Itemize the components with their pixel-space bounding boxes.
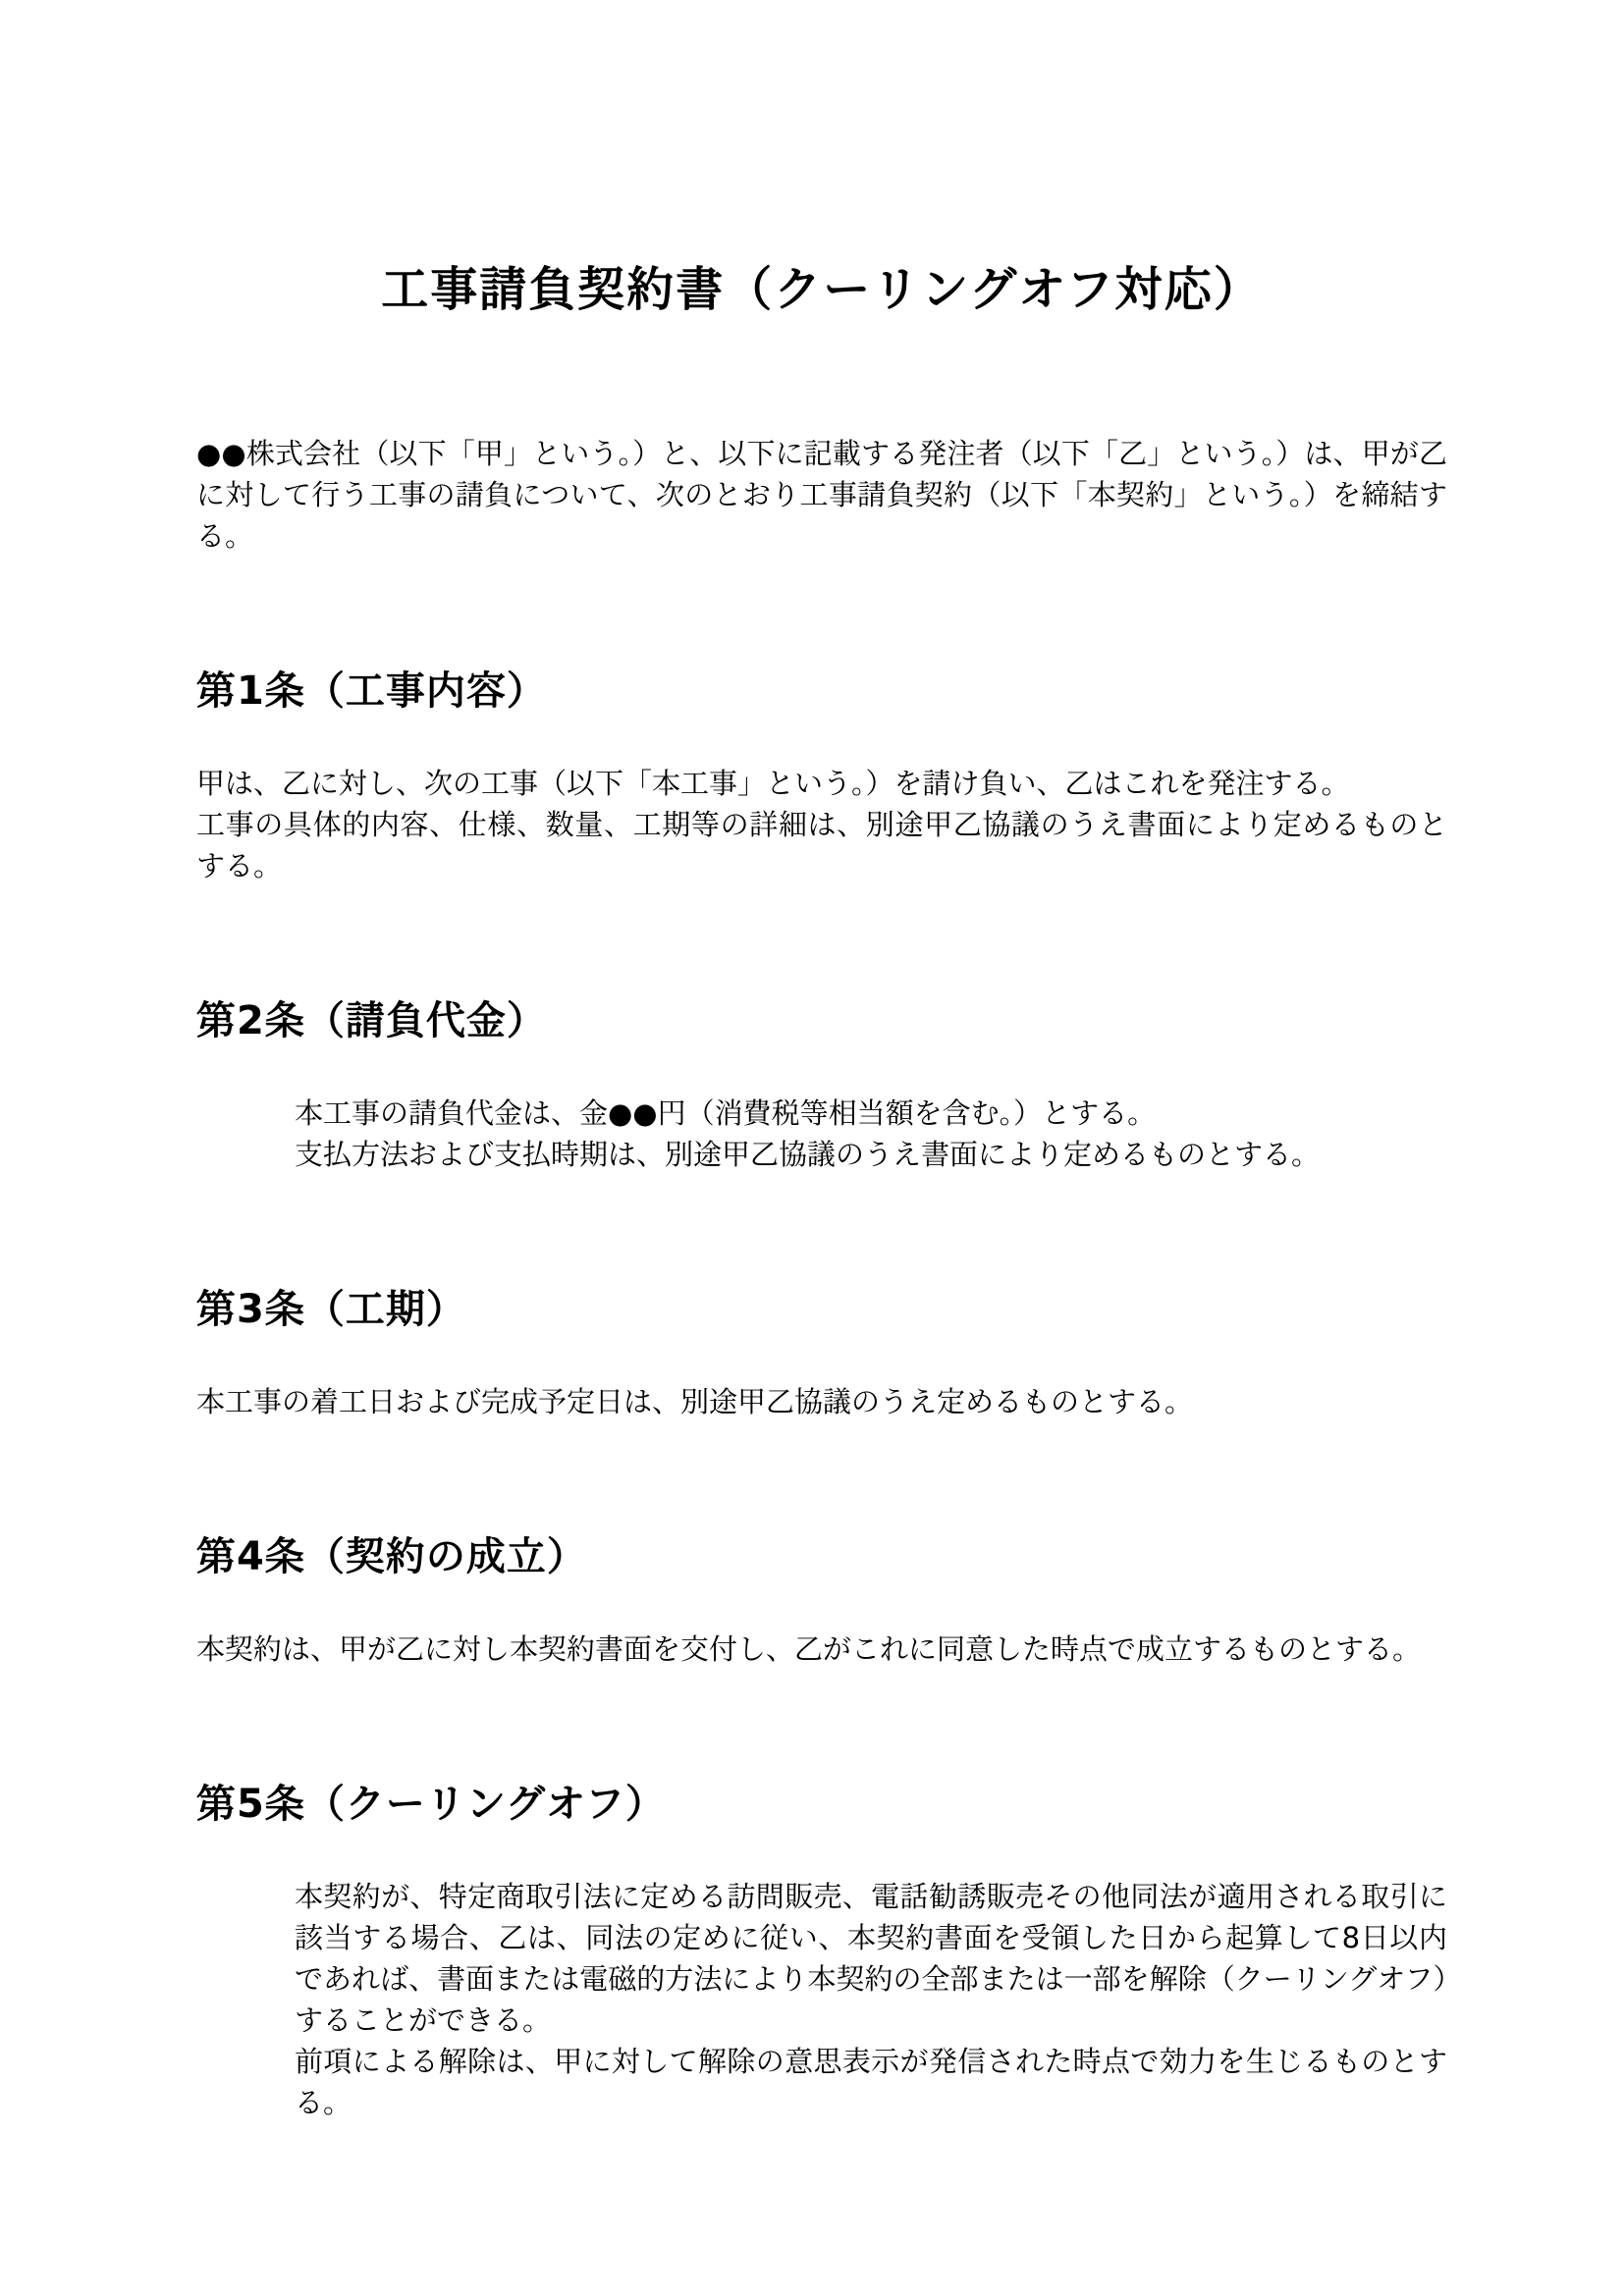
article-5-paragraph: 本契約が、特定商取引法に定める訪問販売、電話勧誘販売その他同法が適用される取引に該当する場合、乙は、同法の定めに従い、本契約書面を受領した日から起算して8日以内であれば、書面または電磁的方法により本契約の全部または一部を解除（クーリングオフ）することができる。	[295, 1880, 1447, 2038]
intro-paragraph: ●●株式会社（以下「甲」という。）と、以下に記載する発注者（以下「乙」という。）は、甲が乙に対して行う工事の請負について、次のとおり工事請負契約（以下「本契約」という。）を締結する。	[196, 437, 1447, 554]
section-article-4	[196, 1532, 1447, 1670]
section-article-3	[196, 1285, 1447, 1422]
article-3-heading: 第3条（工期）	[196, 1287, 466, 1333]
section-article-5	[196, 1780, 1447, 2123]
article-2-paragraph: 本工事の請負代金は、金●●円（消費税等相当額を含む。）とする。	[295, 1096, 1157, 1131]
article-5-paragraph: 前項による解除は、甲に対して解除の意思表示が発信された時点で効力を生じるものとする。	[295, 2045, 1447, 2120]
article-1-paragraph: 甲は、乙に対し、次の工事（以下「本工事」という。）を請け負い、乙はこれを発注する。	[196, 767, 1350, 801]
document-title: 工事請負契約書（クーリングオフ対応）	[381, 262, 1263, 317]
article-3-paragraph: 本工事の着工日および完成予定日は、別途甲乙協議のうえ定めるものとする。	[196, 1385, 1194, 1419]
article-5-heading: 第5条（クーリングオフ）	[196, 1782, 666, 1828]
article-4-heading: 第4条（契約の成立）	[196, 1534, 587, 1580]
article-1-paragraph: 工事の具体的内容、仕様、数量、工期等の詳細は、別途甲乙協議のうえ書面により定めるものとする。	[196, 808, 1447, 883]
section-article-2	[196, 996, 1447, 1175]
article-2-heading: 第2条（請負代金）	[196, 998, 547, 1044]
article-1-heading: 第1条（工事内容）	[196, 668, 547, 715]
section-article-1	[196, 667, 1447, 886]
article-2-paragraph: 支払方法および支払時期は、別途甲乙協議のうえ書面により定めるものとする。	[295, 1138, 1321, 1172]
article-4-paragraph: 本契約は、甲が乙に対し本契約書面を交付し、乙がこれに同意した時点で成立するものとする。	[196, 1632, 1422, 1667]
